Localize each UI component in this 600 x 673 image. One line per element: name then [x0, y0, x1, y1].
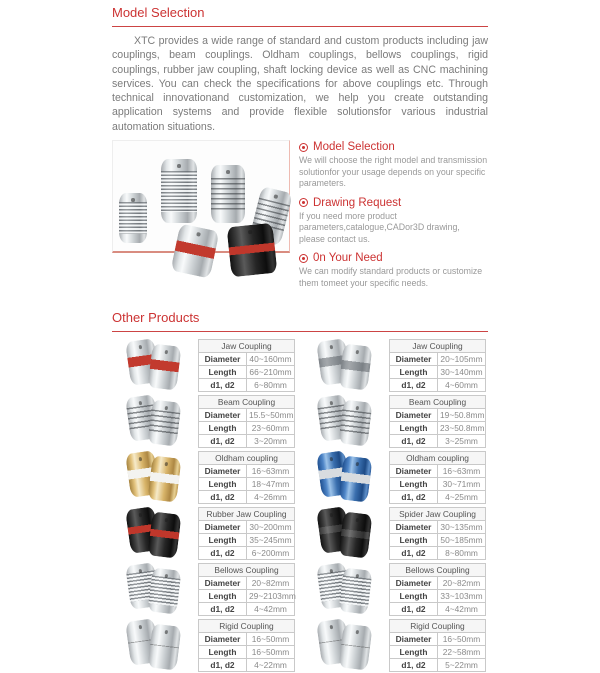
length-label: Length: [390, 477, 438, 490]
product-name: Bellows Coupling: [199, 563, 295, 576]
target-dot-icon: [299, 143, 308, 152]
product-spec-table: [198, 619, 295, 672]
length-value: 16~50mm: [247, 645, 295, 658]
length-value: 23~50.8mm: [438, 421, 486, 434]
target-dot-icon: [299, 198, 308, 207]
bellows-photo: [112, 562, 192, 616]
product-spec-table: [198, 507, 295, 560]
rubber-jaw-coupling-shape: [227, 223, 278, 278]
bullet-title: Model Selection: [313, 141, 395, 154]
beam-photo: [112, 394, 192, 448]
diameter-label: Diameter: [390, 352, 438, 365]
rubber-jaw-photo: [112, 506, 192, 560]
other-products-title: Other Products: [112, 310, 200, 326]
product-card: [112, 393, 297, 449]
bullet-title: Drawing Request: [313, 196, 402, 209]
model-selection-section: [112, 0, 488, 296]
couplings-hero-image: [112, 140, 290, 253]
product-card: [112, 561, 297, 617]
diameter-label: Diameter: [390, 520, 438, 533]
d1d2-value: 3~20mm: [247, 434, 295, 447]
d1d2-value: 6~200mm: [247, 546, 295, 559]
bullet-text: If you need more product parameters,catalogue,CADor3D drawing, please contact us.: [299, 210, 460, 244]
product-name: Oldham coupling: [199, 451, 295, 464]
length-label: Length: [199, 477, 247, 490]
diameter-value: 19~50.8mm: [438, 408, 486, 421]
product-name: Beam Coupling: [390, 395, 486, 408]
rigid-photo: [112, 618, 192, 672]
d1d2-value: 6~80mm: [247, 378, 295, 391]
product-card: [303, 505, 488, 561]
product-spec-table: [389, 451, 486, 504]
target-dot-icon: [299, 254, 308, 263]
product-name: Rigid Coupling: [199, 619, 295, 632]
d1d2-value: 5~22mm: [438, 658, 486, 671]
product-card: [112, 337, 297, 393]
length-value: 30~71mm: [438, 477, 486, 490]
product-spec-table: [198, 339, 295, 392]
diameter-value: 20~82mm: [438, 576, 486, 589]
product-name: Rigid Coupling: [390, 619, 486, 632]
length-label: Length: [390, 421, 438, 434]
jaw-plum-photo: [112, 338, 192, 392]
diameter-label: Diameter: [390, 408, 438, 421]
diameter-label: Diameter: [390, 632, 438, 645]
diameter-label: Diameter: [390, 464, 438, 477]
spider-jaw-photo: [303, 506, 383, 560]
product-name: Bellows Coupling: [390, 563, 486, 576]
model-selection-title: Model Selection: [112, 5, 205, 20]
d1d2-label: d1, d2: [390, 378, 438, 391]
diameter-value: 16~50mm: [438, 632, 486, 645]
product-name: Jaw Coupling: [199, 339, 295, 352]
product-name: Rubber Jaw Coupling: [199, 507, 295, 520]
product-spec-table: [389, 339, 486, 392]
product-name: Spider Jaw Coupling: [390, 507, 486, 520]
product-spec-table: [389, 395, 486, 448]
d1d2-label: d1, d2: [390, 546, 438, 559]
d1d2-value: 8~80mm: [438, 546, 486, 559]
section-divider: [112, 331, 488, 332]
d1d2-label: d1, d2: [390, 602, 438, 615]
feature-bullet-on-your-need: [299, 252, 488, 289]
d1d2-label: d1, d2: [390, 490, 438, 503]
length-label: Length: [390, 645, 438, 658]
d1d2-label: d1, d2: [199, 490, 247, 503]
product-spec-table: [198, 451, 295, 504]
product-card: [303, 449, 488, 505]
product-spec-table: [198, 395, 295, 448]
product-name: Beam Coupling: [199, 395, 295, 408]
beam-photo: [303, 394, 383, 448]
length-value: 22~58mm: [438, 645, 486, 658]
d1d2-value: 3~25mm: [438, 434, 486, 447]
product-spec-table: [389, 507, 486, 560]
product-spec-table: [198, 563, 295, 616]
jaw-silver-photo: [303, 338, 383, 392]
d1d2-value: 4~42mm: [247, 602, 295, 615]
length-value: 29~2103mm: [247, 589, 295, 602]
oldham-gold-photo: [112, 450, 192, 504]
diameter-value: 30~135mm: [438, 520, 486, 533]
diameter-value: 20~105mm: [438, 352, 486, 365]
length-value: 35~245mm: [247, 533, 295, 546]
diameter-value: 16~50mm: [247, 632, 295, 645]
other-products-section: [112, 305, 488, 673]
length-value: 33~103mm: [438, 589, 486, 602]
bellows-coupling-shape: [119, 193, 147, 243]
d1d2-label: d1, d2: [199, 602, 247, 615]
diameter-value: 40~160mm: [247, 352, 295, 365]
length-label: Length: [199, 533, 247, 546]
product-card: [303, 337, 488, 393]
d1d2-value: 4~26mm: [247, 490, 295, 503]
bullet-title: 0n Your Need: [313, 252, 383, 265]
d1d2-label: d1, d2: [199, 546, 247, 559]
product-spec-table: [389, 619, 486, 672]
intro-paragraph: XTC provides a wide range of standard and custom products including jaw couplings, beam couplings. Oldham couplings, bellows couplings, rigid couplings, rubber jaw coupling, shaft locking device as well as CNC machining services. You can check the specifications for above couplings etc. Through technical innovationand customization, we help you create outstanding application systems and provide flexible solutionsfor various industrial automation situations.: [112, 35, 488, 133]
product-card: [112, 505, 297, 561]
bellows-photo: [303, 562, 383, 616]
feature-bullet-model-selection: [299, 141, 488, 190]
diameter-value: 30~200mm: [247, 520, 295, 533]
d1d2-value: 4~42mm: [438, 602, 486, 615]
length-value: 66~210mm: [247, 365, 295, 378]
diameter-value: 15.5~50mm: [247, 408, 295, 421]
product-card: [112, 449, 297, 505]
section-divider: [112, 26, 488, 27]
bellows-coupling-shape: [161, 159, 197, 223]
d1d2-label: d1, d2: [199, 378, 247, 391]
feature-bullet-drawing-request: [299, 197, 488, 246]
other-products-grid: [112, 337, 488, 673]
d1d2-label: d1, d2: [199, 658, 247, 671]
jaw-coupling-shape: [170, 223, 219, 278]
d1d2-label: d1, d2: [390, 434, 438, 447]
diameter-value: 20~82mm: [247, 576, 295, 589]
rigid-photo: [303, 618, 383, 672]
feature-bullets: [299, 140, 488, 296]
diameter-label: Diameter: [390, 576, 438, 589]
length-label: Length: [390, 589, 438, 602]
length-label: Length: [199, 645, 247, 658]
diameter-label: Diameter: [199, 464, 247, 477]
diameter-value: 16~63mm: [438, 464, 486, 477]
product-card: [112, 617, 297, 673]
length-value: 30~140mm: [438, 365, 486, 378]
diameter-label: Diameter: [199, 632, 247, 645]
length-label: Length: [199, 589, 247, 602]
hero-row: [112, 140, 488, 296]
diameter-label: Diameter: [199, 408, 247, 421]
product-name: Jaw Coupling: [390, 339, 486, 352]
length-label: Length: [390, 365, 438, 378]
beam-coupling-shape: [211, 165, 245, 223]
bullet-text: We can modify standard products or customize them tomeet your specific needs.: [299, 266, 483, 288]
diameter-label: Diameter: [199, 576, 247, 589]
d1d2-label: d1, d2: [390, 658, 438, 671]
product-card: [303, 561, 488, 617]
oldham-blue-photo: [303, 450, 383, 504]
length-value: 23~60mm: [247, 421, 295, 434]
length-value: 50~185mm: [438, 533, 486, 546]
product-card: [303, 617, 488, 673]
product-name: Oldham coupling: [390, 451, 486, 464]
length-value: 18~47mm: [247, 477, 295, 490]
length-label: Length: [199, 365, 247, 378]
d1d2-value: 4~25mm: [438, 490, 486, 503]
diameter-label: Diameter: [199, 352, 247, 365]
d1d2-value: 4~60mm: [438, 378, 486, 391]
diameter-value: 16~63mm: [247, 464, 295, 477]
diameter-label: Diameter: [199, 520, 247, 533]
length-label: Length: [199, 421, 247, 434]
length-label: Length: [390, 533, 438, 546]
bullet-text: We will choose the right model and transmission solutionfor your usage depends on your specific parameters.: [299, 155, 488, 189]
d1d2-value: 4~22mm: [247, 658, 295, 671]
product-spec-table: [389, 563, 486, 616]
product-card: [303, 393, 488, 449]
d1d2-label: d1, d2: [199, 434, 247, 447]
